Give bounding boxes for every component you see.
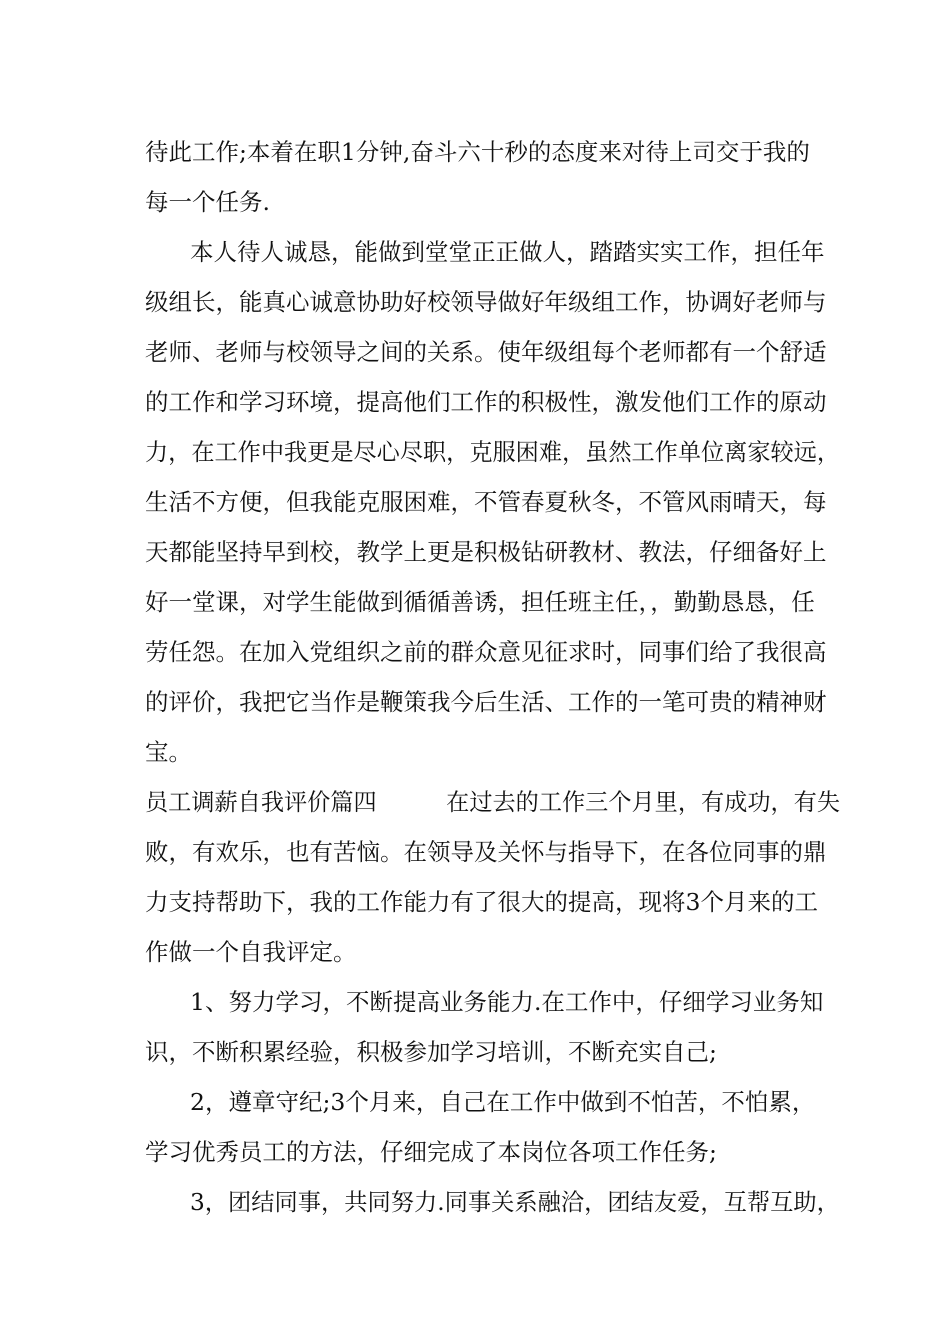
text-line: 生活不方便，但我能克服困难，不管春夏秋冬，不管风雨晴天，每 — [145, 488, 827, 516]
list-item-line: 2，遵章守纪;3个月来，自己在工作中做到不怕苦，不怕累， — [190, 1088, 816, 1116]
text-line: 宝。 — [145, 738, 192, 766]
text-line: 败，有欢乐，也有苦恼。在领导及关怀与指导下，在各位同事的鼎 — [145, 838, 827, 866]
list-item-line: 3，团结同事，共同努力.同事关系融洽，团结友爱，互帮互助， — [190, 1188, 840, 1216]
text-line: 天都能坚持早到校，教学上更是积极钻研教材、教法，仔细备好上 — [145, 538, 827, 566]
text-line: 学习优秀员工的方法，仔细完成了本岗位各项工作任务; — [145, 1138, 717, 1166]
section-heading-line: 员工调薪自我评价篇四 在过去的工作三个月里，有成功，有失 — [145, 788, 840, 816]
text-line: 本人待人诚恳，能做到堂堂正正做人，踏踏实实工作，担任年 — [190, 238, 825, 266]
text-line: 的工作和学习环境，提高他们工作的积极性，激发他们工作的原动 — [145, 388, 827, 416]
text-line: 级组长，能真心诚意协助好校领导做好年级组工作，协调好老师与 — [145, 288, 827, 316]
text-line: 力，在工作中我更是尽心尽职，克服困难，虽然工作单位离家较远， — [145, 438, 840, 466]
text-line: 待此工作;本着在职1分钟,奋斗六十秒的态度来对待上司交于我的 — [145, 138, 810, 166]
text-line: 劳任怨。在加入党组织之前的群众意见征求时，同事们给了我很高 — [145, 638, 827, 666]
text-line: 的评价，我把它当作是鞭策我今后生活、工作的一笔可贵的精神财 — [145, 688, 827, 716]
text-line: 老师、老师与校领导之间的关系。使年级组每个老师都有一个舒适 — [145, 338, 827, 366]
text-line: 力支持帮助下，我的工作能力有了很大的提高，现将3个月来的工 — [145, 888, 818, 916]
text-line: 识，不断积累经验，积极参加学习培训，不断充实自己; — [145, 1038, 717, 1066]
text-line: 作做一个自我评定。 — [145, 938, 357, 966]
text-line: 每一个任务. — [145, 188, 270, 216]
text-line: 好一堂课，对学生能做到循循善诱，担任班主任，，勤勤恳恳，任 — [145, 588, 815, 616]
list-item-line: 1、努力学习，不断提高业务能力.在工作中，仔细学习业务知 — [190, 988, 824, 1016]
